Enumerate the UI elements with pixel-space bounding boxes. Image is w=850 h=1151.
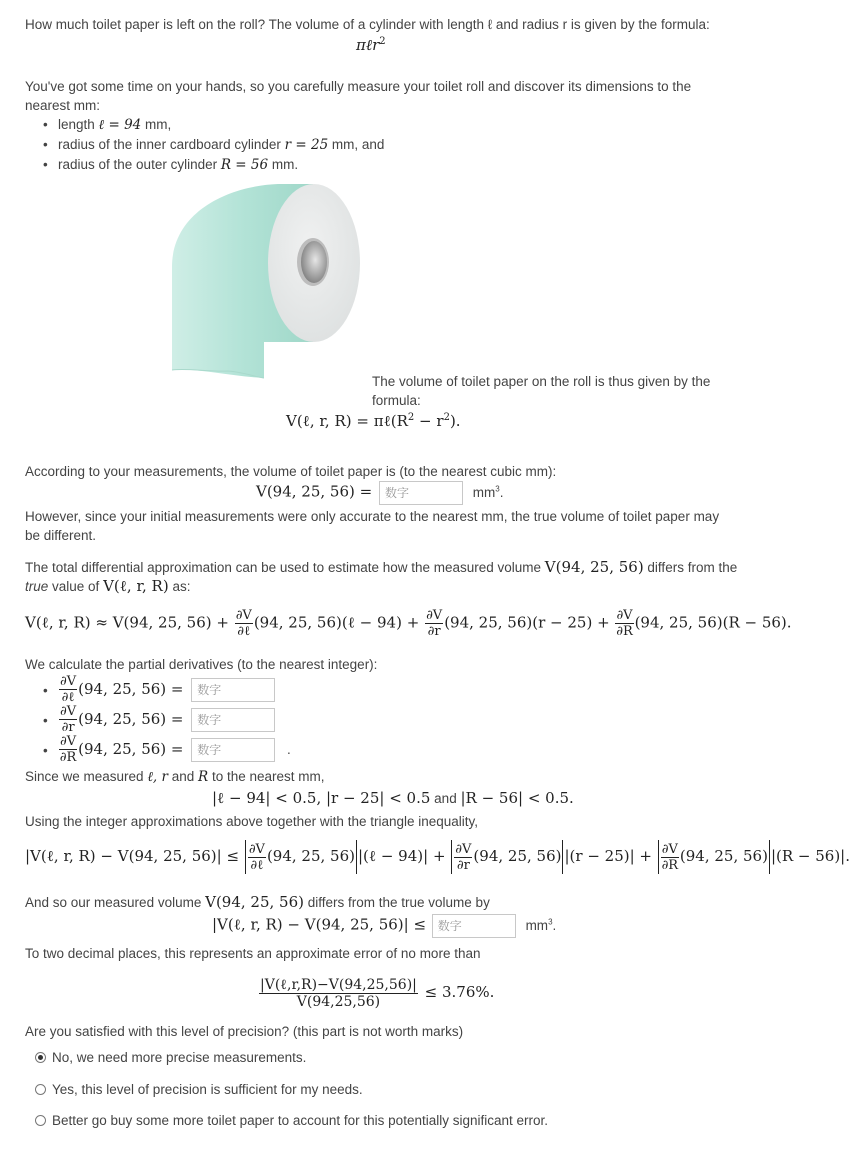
radio-selected-icon[interactable] bbox=[35, 1052, 46, 1063]
since-inequalities: |ℓ − 94| < 0.5, |r − 25| < 0.5 and |R − 56| < 0.5. bbox=[212, 789, 574, 807]
roll-caption: The volume of toilet paper on the roll is thus given by the formula: bbox=[372, 374, 711, 408]
intro-question: How much toilet paper is left on the roll? The volume of a cylinder with length ℓ and radius r is given by the formula: bbox=[25, 17, 710, 32]
partial-l-input[interactable]: 数字 bbox=[191, 678, 275, 702]
triangle-equation: |V(ℓ, r, R) − V(94, 25, 56)| ≤ $\frac{\partial V}{\text{∂ℓ}}$ (94, 25, 56) |(ℓ − 94)| + $\frac{\partial V}{\partial r}$ (94, 25, 56) |(r − 25)| + $\frac{\partial V}{\partial R}$ (94, 25, 56) |(R − 56)|. bbox=[25, 841, 850, 873]
volume-lhs: V(94, 25, 56) = bbox=[256, 482, 373, 501]
error-equation: $\frac{\text{|V(ℓ,r,R)−V(94,25,56)|}}{V(94,25,56)}$ ≤ 3.76%. bbox=[260, 977, 495, 1010]
since-text: Since we measured ℓ, r and R to the nearest mm, bbox=[25, 769, 325, 785]
measure-text: You've got some time on your hands, so you carefully measure your toilet roll and discover its dimensions to the nearest mm: bbox=[25, 79, 692, 113]
however-text: However, since your initial measurements were only accurate to the nearest mm, the true volume of toilet paper may be different. bbox=[25, 509, 720, 543]
partial-r-row: • $\frac{\partial V}{\partial r}$ (94, 25, 56) = 数字 bbox=[43, 705, 275, 734]
partial-R-row: • $\frac{\partial V}{\partial R}$ (94, 25, 56) = 数字 . bbox=[43, 734, 291, 765]
volume-unit: $mm^3$. bbox=[472, 484, 504, 500]
partial-l-row: • $\frac{\partial V}{\text{∂ℓ}}$ (94, 25, 56) = 数字 bbox=[43, 675, 275, 704]
volume-text: According to your measurements, the volume of toilet paper is (to the nearest cubic mm): bbox=[25, 464, 557, 479]
option-sufficient[interactable]: Yes, this level of precision is sufficient for my needs. bbox=[35, 1082, 363, 1097]
partial-r-input[interactable]: 数字 bbox=[191, 708, 275, 732]
toilet-roll-image bbox=[168, 182, 364, 384]
volume-row bbox=[256, 481, 503, 505]
list-item: • length ℓ = 94 mm, bbox=[25, 115, 384, 135]
cylinder-formula: πℓr$^2$ bbox=[356, 36, 386, 54]
list-item: • radius of the outer cylinder R = 56 mm. bbox=[25, 155, 384, 175]
option-buy-more[interactable]: Better go buy some more toilet paper to account for this potentially significant error. bbox=[35, 1113, 548, 1128]
differs-row: |V(ℓ, r, R) − V(94, 25, 56)| ≤ 数字 $mm^3$. bbox=[212, 914, 556, 938]
difference-input[interactable]: 数字 bbox=[432, 914, 516, 938]
measure-list bbox=[25, 115, 384, 175]
option-more-precise[interactable]: No, we need more precise measurements. bbox=[35, 1050, 306, 1065]
volume-formula: V(ℓ, r, $R) = \pi\ell(R^2 - r^2)$. bbox=[286, 412, 461, 430]
radio-icon[interactable] bbox=[35, 1115, 46, 1126]
satisfied-question: Are you satisfied with this level of precision? (this part is not worth marks) bbox=[25, 1024, 464, 1039]
error-text: To two decimal places, this represents an approximate error of no more than bbox=[25, 946, 481, 961]
triangle-text: Using the integer approximations above together with the triangle inequality, bbox=[25, 814, 479, 829]
volume-input[interactable]: 数字 bbox=[379, 481, 463, 505]
partials-intro: We calculate the partial derivatives (to the nearest integer): bbox=[25, 657, 378, 672]
differs-text: And so our measured volume V(94, 25, 56) differs from the true volume by bbox=[25, 893, 490, 911]
radio-icon[interactable] bbox=[35, 1084, 46, 1095]
approx-equation: V(ℓ, r, R) ≈ V(94, 25, 56) + $\frac{\partial V}{\text{∂ℓ}}$ (94, 25, 56)(ℓ − 94) + $\frac{\partial V}{\partial r}$ (94, 25, 56)(r − 25) + $\frac{\partial V}{\partial R}$ (94, 25, 56)(R − 56). bbox=[25, 608, 792, 639]
list-item: • radius of the inner cardboard cylinder r = 25 mm, and bbox=[25, 135, 384, 155]
partial-R-input[interactable]: 数字 bbox=[191, 738, 275, 762]
total-diff-text: The total differential approximation can be used to estimate how the measured volume V(94, 25, 56) differs from the true value of V(ℓ, r, R) as: bbox=[25, 558, 738, 595]
